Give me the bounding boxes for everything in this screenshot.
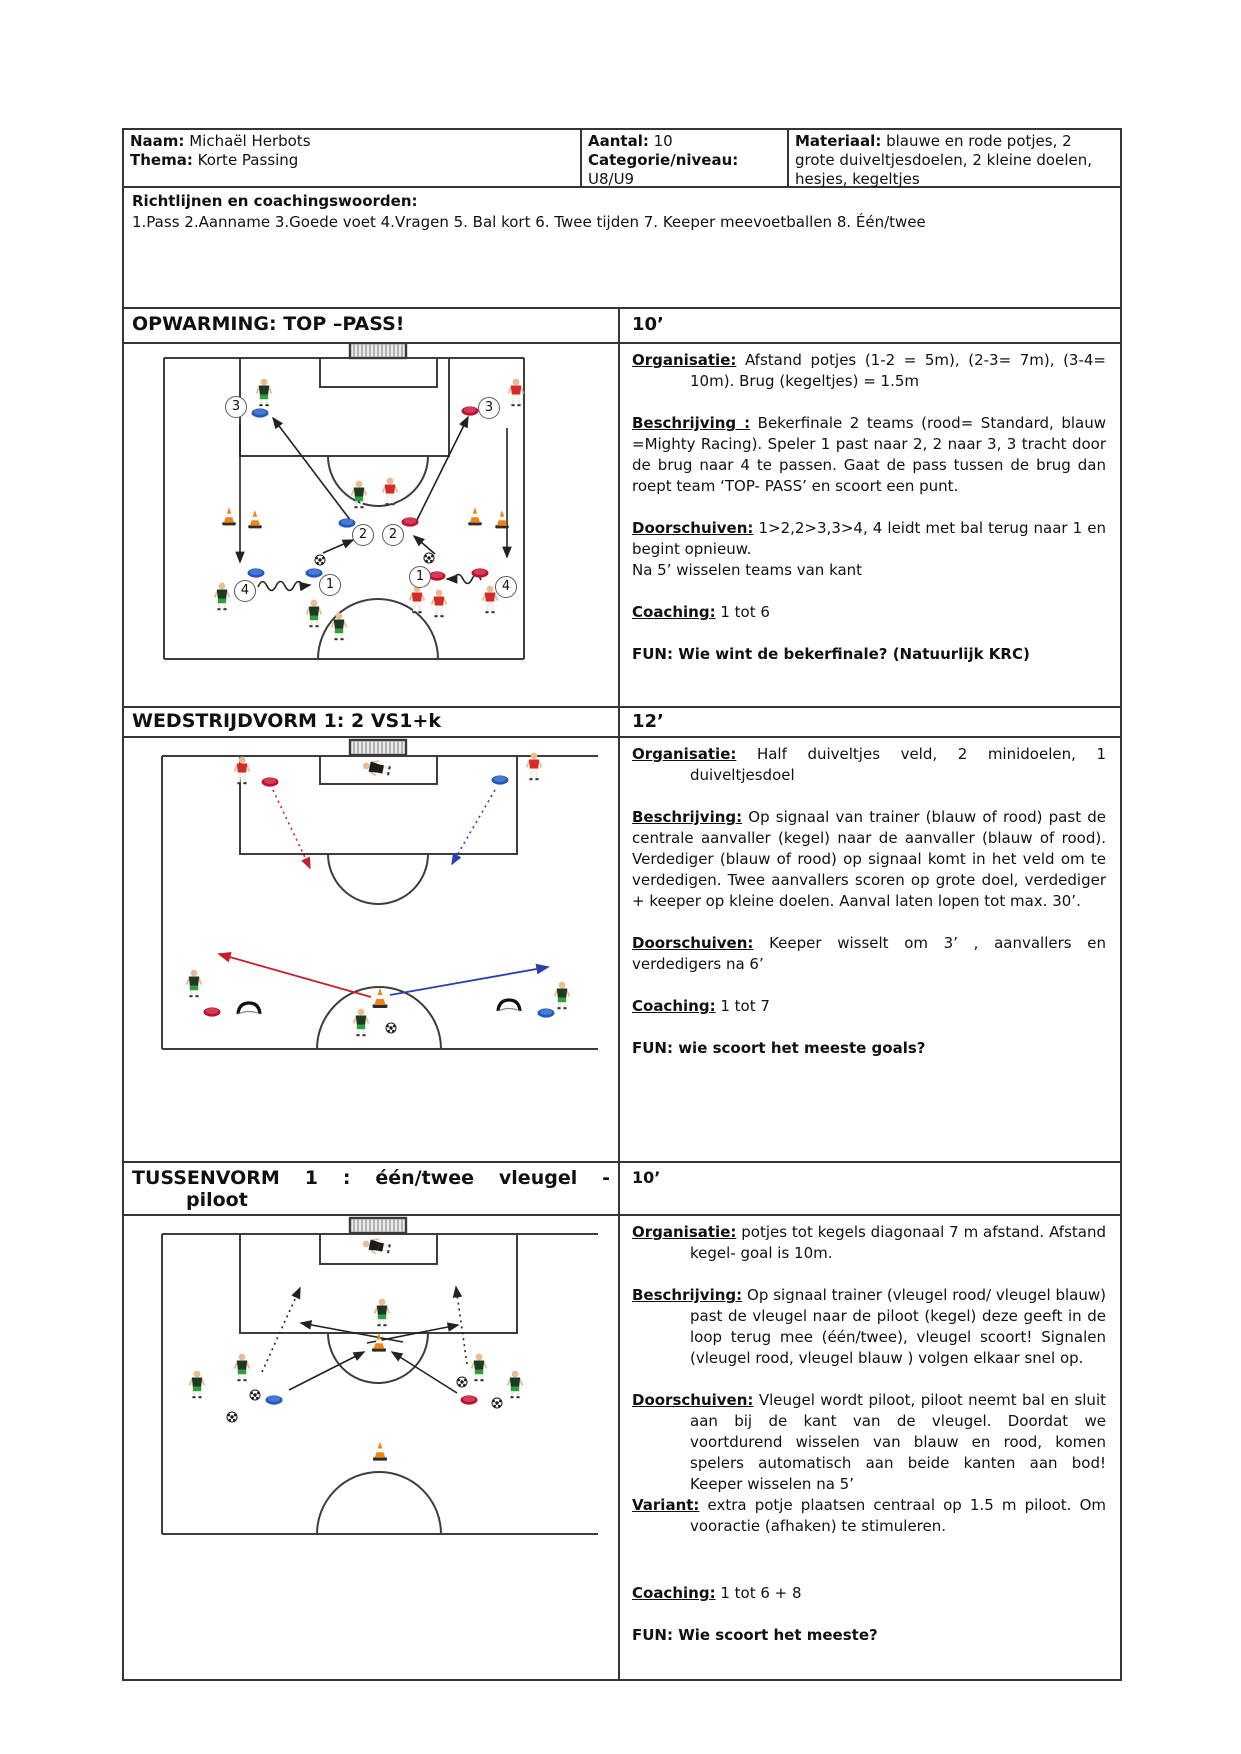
disc-icon bbox=[266, 1395, 283, 1404]
player-icons bbox=[215, 379, 524, 641]
soccer-field-diagram-2 bbox=[124, 738, 620, 1159]
beschrijving-paragraph bbox=[632, 1285, 1106, 1369]
doorschuiven-paragraph bbox=[632, 1390, 1106, 1495]
doorschuiven-label: Doorschuiven: bbox=[632, 1391, 754, 1409]
naam-value: Michaël Herbots bbox=[189, 132, 311, 150]
section3-diagram bbox=[124, 1216, 620, 1679]
beschrijving-label: Beschrijving: bbox=[632, 808, 743, 826]
coaching-text: 1 tot 7 bbox=[720, 997, 770, 1015]
header-material bbox=[789, 130, 1120, 186]
disc-icon bbox=[492, 775, 509, 784]
soccer-field-diagram-1 bbox=[124, 344, 620, 704]
goalkeeper-icon bbox=[361, 1236, 391, 1256]
position-marker: 4 bbox=[495, 576, 517, 598]
run-arrow-blue bbox=[452, 790, 495, 864]
header-name-theme bbox=[124, 130, 582, 186]
thema-label: Thema: bbox=[130, 151, 193, 169]
section1-title: OPWARMING: TOP –PASS! bbox=[124, 309, 620, 342]
materiaal-value: blauwe en rode potjes, 2 grote duiveltjesdoelen, 2 kleine doelen, hesjes, kegeltjes bbox=[795, 132, 1093, 188]
disc-icon bbox=[204, 1007, 221, 1016]
categorie-value: U8/U9 bbox=[588, 170, 635, 188]
section2-text bbox=[620, 738, 1120, 1161]
pass-arrows bbox=[240, 417, 507, 591]
beschrijving-paragraph bbox=[632, 413, 1106, 497]
doorschuiven-paragraph bbox=[632, 933, 1106, 975]
variant-text: extra potje plaatsen centraal op 1.5 m piloot. Om vooractie (afhaken) te stimuleren. bbox=[690, 1496, 1106, 1535]
doorschuiven-paragraph bbox=[632, 518, 1106, 560]
fun-line: FUN: Wie scoort het meeste? bbox=[632, 1626, 878, 1644]
disc-icon bbox=[461, 1395, 478, 1404]
section1-duration: 10’ bbox=[632, 314, 664, 335]
guidelines bbox=[124, 188, 1120, 307]
coaching-text: 1 tot 6 + 8 bbox=[720, 1584, 802, 1602]
organisatie-paragraph bbox=[632, 1222, 1106, 1264]
position-marker: 2 bbox=[382, 524, 404, 546]
goal-icon bbox=[350, 344, 406, 358]
aantal-label: Aantal: bbox=[588, 132, 649, 150]
header-count-category bbox=[582, 130, 789, 186]
beschrijving-paragraph bbox=[632, 807, 1106, 912]
soccer-field-diagram-3 bbox=[124, 1216, 620, 1556]
beschrijving-text: Op signaal trainer (vleugel rood/ vleugel blauw) past de vleugel naar de piloot (kegel) deze geeft in de loop terug mee (één/twee), vleugel scoort! Signalen (vleugel rood, vleugel blauw ) volgen elkaar snel op. bbox=[690, 1286, 1106, 1367]
organisatie-label: Organisatie: bbox=[632, 351, 737, 369]
section3-title-row bbox=[124, 1163, 1120, 1216]
field-lines bbox=[164, 358, 524, 659]
organisatie-text: Afstand potjes (1-2 = 5m), (2-3= 7m), (3-4= 10m). Brug (kegeltjes) = 1.5m bbox=[690, 351, 1106, 390]
section3-title-line2: piloot bbox=[186, 1189, 248, 1211]
organisatie-label: Organisatie: bbox=[632, 1223, 737, 1241]
mini-goal-icon bbox=[498, 1000, 520, 1011]
guidelines-label: Richtlijnen en coachingswoorden: bbox=[132, 192, 418, 210]
section3-row bbox=[124, 1216, 1120, 1679]
section2-title-row bbox=[124, 708, 1120, 738]
organisatie-paragraph bbox=[632, 350, 1106, 392]
position-marker: 2 bbox=[352, 524, 374, 546]
dribble-arrow bbox=[258, 582, 310, 591]
coaching-label: Coaching: bbox=[632, 1584, 716, 1602]
beschrijving-text: Bekerfinale 2 teams (rood= Standard, blauw =Mighty Racing). Speler 1 past naar 2, 2 naar 3, 3 tracht door de brug naar 4 te passen. Gaat de pass tussen de brug dan roept team ‘TOP- PASS’ en scoort een punt. bbox=[632, 414, 1106, 495]
guidelines-row bbox=[124, 188, 1120, 309]
section2-title: WEDSTRIJDVORM 1: 2 VS1+k bbox=[124, 708, 620, 736]
organisatie-paragraph bbox=[632, 744, 1106, 786]
organisatie-text: potjes tot kegels diagonaal 7 m afstand. Afstand kegel- goal is 10m. bbox=[690, 1223, 1106, 1262]
doorschuiven-text: Keeper wisselt om 3’ , aanvallers en verdedigers na 6’ bbox=[632, 934, 1106, 973]
section2-duration: 12’ bbox=[632, 711, 664, 732]
position-marker: 4 bbox=[234, 580, 256, 602]
position-marker: 3 bbox=[478, 397, 500, 419]
categorie-label: Categorie/niveau: bbox=[588, 151, 739, 169]
header-row bbox=[124, 130, 1120, 188]
doorschuiven-label: Doorschuiven: bbox=[632, 934, 754, 952]
position-marker: 1 bbox=[409, 566, 431, 588]
training-sheet bbox=[122, 128, 1122, 1681]
coaching-label: Coaching: bbox=[632, 603, 716, 621]
coaching-paragraph bbox=[632, 602, 1106, 623]
section1-title-row bbox=[124, 309, 1120, 344]
fun-line: FUN: Wie wint de bekerfinale? (Natuurlijk KRC) bbox=[632, 645, 1030, 663]
section3-text bbox=[620, 1216, 1120, 1679]
disc-icon bbox=[538, 1008, 555, 1017]
section1-row bbox=[124, 344, 1120, 708]
pass-arrow-red bbox=[219, 954, 371, 997]
section3-title-cell bbox=[124, 1163, 620, 1214]
aantal-value: 10 bbox=[653, 132, 673, 150]
disc-icon bbox=[262, 777, 279, 786]
run-arrow-red bbox=[273, 790, 310, 868]
coaching-label: Coaching: bbox=[632, 997, 716, 1015]
materiaal-label: Materiaal: bbox=[795, 132, 882, 150]
variant-paragraph bbox=[632, 1495, 1106, 1537]
goal-icon bbox=[350, 740, 406, 755]
doorschuiven-text: Vleugel wordt piloot, piloot neemt bal en sluit aan bij de kant van de vleugel. Doordat we voortdurend wisselen van blauw en rood, komen spelers automatisch aan beide kanten aan bod! Keeper wisselen na 5’ bbox=[690, 1391, 1106, 1493]
coaching-paragraph bbox=[632, 1583, 1106, 1604]
mini-goal-icon bbox=[238, 1003, 260, 1014]
doorschuiven-text: 1>2,2>3,3>4, 4 leidt met bal terug naar 1 en begint opnieuw. bbox=[632, 519, 1106, 558]
field-lines bbox=[162, 1234, 598, 1534]
ball-icon bbox=[424, 553, 434, 563]
coaching-text: 1 tot 6 bbox=[720, 603, 770, 621]
player-icons bbox=[187, 753, 570, 1037]
pass-arrow-blue bbox=[390, 967, 548, 995]
organisatie-text: Half duiveltjes veld, 2 minidoelen, 1 duiveltjesdoel bbox=[690, 745, 1106, 784]
section1-text bbox=[620, 344, 1120, 706]
section3-duration: 10’ bbox=[632, 1168, 661, 1187]
variant-label: Variant: bbox=[632, 1496, 700, 1514]
ball-icon bbox=[386, 1023, 396, 1033]
position-marker: 1 bbox=[319, 574, 341, 596]
naam-label: Naam: bbox=[130, 132, 185, 150]
beschrijving-label: Beschrijving: bbox=[632, 1286, 743, 1304]
cone-icon bbox=[373, 1442, 387, 1461]
section2-diagram bbox=[124, 738, 620, 1161]
section1-diagram bbox=[124, 344, 620, 706]
coaching-paragraph bbox=[632, 996, 1106, 1017]
ball-icon bbox=[315, 555, 325, 565]
beschrijving-label: Beschrijving : bbox=[632, 414, 751, 432]
position-marker: 3 bbox=[225, 396, 247, 418]
doorschuiven-line2: Na 5’ wisselen teams van kant bbox=[632, 561, 863, 579]
thema-value: Korte Passing bbox=[197, 151, 299, 169]
run-arrow bbox=[262, 1288, 300, 1372]
cone-icon bbox=[373, 988, 388, 1008]
organisatie-label: Organisatie: bbox=[632, 745, 737, 763]
fun-line: FUN: wie scoort het meeste goals? bbox=[632, 1039, 926, 1057]
guidelines-text: 1.Pass 2.Aanname 3.Goede voet 4.Vragen 5. Bal kort 6. Twee tijden 7. Keeper meevoetballen 8. Één/twee bbox=[132, 213, 926, 231]
goalkeeper-icon bbox=[361, 758, 391, 778]
goal-icon bbox=[350, 1218, 406, 1233]
section3-title: TUSSENVORM 1 : één/twee vleugel - bbox=[132, 1167, 610, 1189]
doorschuiven-label: Doorschuiven: bbox=[632, 519, 754, 537]
pass-arrows bbox=[262, 1287, 467, 1393]
section2-row bbox=[124, 738, 1120, 1163]
beschrijving-text: Op signaal van trainer (blauw of rood) past de centrale aanvaller (kegel) naar de aanvaller (blauw of rood). Verdediger (blauw of rood) op signaal komt in het veld om te verdedigen. Twee aanvallers scoren op grote doel, verdediger + keeper op kleine doelen. Aanval laten lopen tot max. 30’. bbox=[632, 808, 1106, 910]
